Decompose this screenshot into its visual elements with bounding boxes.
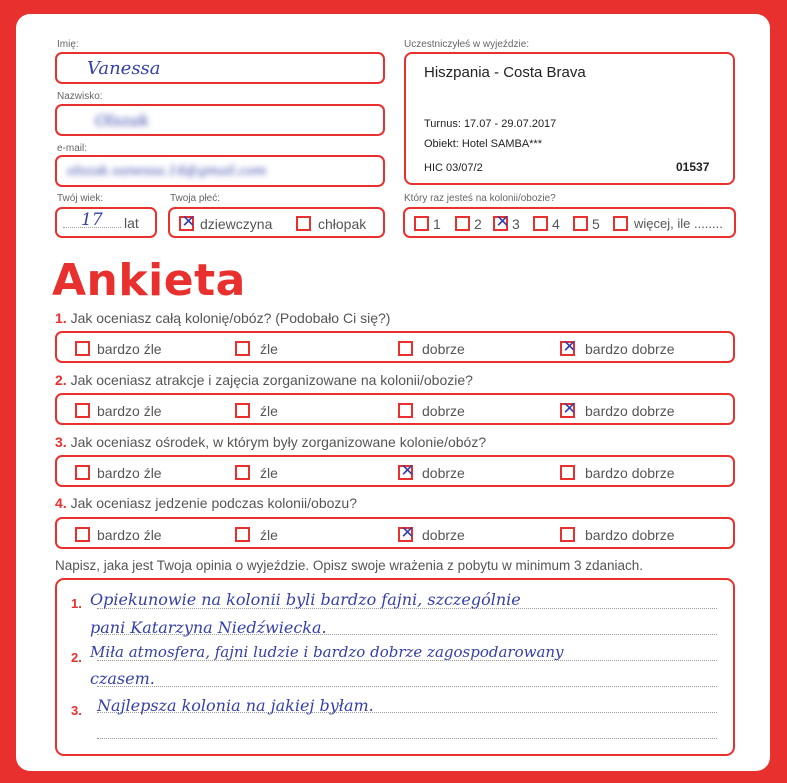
- opinion-prompt: Napisz, jaka jest Twoja opinia o wyjeździe. Opisz swoje wrażenia z pobytu w minimum 3 zdaniach.: [55, 558, 644, 573]
- question-3-text: Jak oceniasz ośrodek, w którym były zorganizowane kolonie/obóz?: [70, 434, 487, 450]
- email-value: olszak.vanessa.14@gmail.com: [67, 164, 267, 179]
- times-2-label: 2: [474, 216, 482, 232]
- q2-dobrze-label: dobrze: [422, 403, 465, 419]
- rating-row-4: [55, 517, 735, 549]
- opinion-number-3: 3.: [71, 703, 82, 718]
- times-5-checkbox[interactable]: [573, 216, 588, 231]
- q4-zle-label: źle: [260, 527, 278, 543]
- times-more-label: więcej, ile ........: [634, 216, 723, 231]
- times-4-checkbox[interactable]: [533, 216, 548, 231]
- question-1: [55, 310, 390, 326]
- check-x-icon: ✕: [562, 337, 577, 357]
- name-field[interactable]: [55, 52, 385, 84]
- times-1-checkbox[interactable]: [414, 216, 429, 231]
- q2-zle-label: źle: [260, 403, 278, 419]
- trip-turnus: Turnus: 17.07 - 29.07.2017: [424, 118, 557, 130]
- opinion-dotline-4: [97, 686, 717, 687]
- q3-zle-label: źle: [260, 465, 278, 481]
- times-1-label: 1: [433, 216, 441, 232]
- name-value: Vanessa: [87, 58, 161, 79]
- opinion-line-2b: czasem.: [90, 669, 155, 688]
- rating-row-3: [55, 455, 735, 487]
- q1-dobrze-checkbox[interactable]: [398, 341, 413, 356]
- q4-bardzo-dobrze-label: bardzo dobrze: [585, 527, 675, 543]
- times-label: Który raz jesteś na kolonii/obozie?: [404, 193, 556, 204]
- surname-value: Olszak: [95, 111, 150, 130]
- q1-dobrze-label: dobrze: [422, 341, 465, 357]
- q2-bardzo-zle-checkbox[interactable]: [75, 403, 90, 418]
- q1-bardzo-zle-checkbox[interactable]: [75, 341, 90, 356]
- q4-bardzo-zle-label: bardzo źle: [97, 527, 162, 543]
- q2-bardzo-zle-label: bardzo źle: [97, 403, 162, 419]
- q1-zle-label: źle: [260, 341, 278, 357]
- q1-bardzo-dobrze-checkbox[interactable]: [560, 337, 577, 357]
- age-unit: lat: [124, 215, 139, 231]
- question-2: [55, 372, 473, 388]
- page-title: Ankieta: [52, 255, 246, 306]
- question-4: [55, 495, 357, 511]
- gender-female-label: dziewczyna: [200, 216, 273, 232]
- question-2-number: 2.: [55, 372, 67, 388]
- q4-dobrze-checkbox[interactable]: [398, 523, 415, 543]
- check-x-icon: ✕: [562, 399, 577, 419]
- trip-label: Uczestniczyłeś w wyjeździe:: [404, 39, 530, 50]
- q2-bardzo-dobrze-label: bardzo dobrze: [585, 403, 675, 419]
- gender-female-checkbox[interactable]: [179, 212, 196, 232]
- gender-field: [168, 207, 385, 238]
- gender-male-label: chłopak: [318, 216, 367, 232]
- q1-zle-checkbox[interactable]: [235, 341, 250, 356]
- check-x-icon: ✕: [181, 212, 196, 232]
- gender-label: Twoja płeć:: [170, 193, 221, 204]
- q3-bardzo-zle-checkbox[interactable]: [75, 465, 90, 480]
- rating-row-1: [55, 331, 735, 363]
- q3-bardzo-dobrze-label: bardzo dobrze: [585, 465, 675, 481]
- surname-label: Nazwisko:: [57, 91, 103, 102]
- q4-zle-checkbox[interactable]: [235, 527, 250, 542]
- age-label: Twój wiek:: [57, 193, 104, 204]
- times-2-checkbox[interactable]: [455, 216, 470, 231]
- times-5-label: 5: [592, 216, 600, 232]
- trip-number: 01537: [676, 160, 710, 174]
- question-3: [55, 434, 486, 450]
- trip-code: HIC 03/07/2: [424, 162, 483, 174]
- question-2-text: Jak oceniasz atrakcje i zajęcia zorganizowane na kolonii/obozie?: [70, 372, 473, 388]
- q4-dobrze-label: dobrze: [422, 527, 465, 543]
- check-x-icon: ✕: [495, 212, 510, 232]
- check-x-icon: ✕: [400, 523, 415, 543]
- opinion-number-2: 2.: [71, 650, 82, 665]
- question-1-number: 1.: [55, 310, 67, 326]
- q1-bardzo-dobrze-label: bardzo dobrze: [585, 341, 675, 357]
- question-1-text: Jak oceniasz całą kolonię/obóz? (Podobało Ci się?): [70, 310, 391, 326]
- q3-dobrze-checkbox[interactable]: [398, 461, 415, 481]
- q2-bardzo-dobrze-checkbox[interactable]: [560, 399, 577, 419]
- opinion-line-2a: Miła atmosfera, fajni ludzie i bardzo dobrze zagospodarowany: [90, 643, 564, 661]
- opinion-line-1a: Opiekunowie na kolonii byli bardzo fajni, szczególnie: [90, 590, 521, 609]
- question-4-text: Jak oceniasz jedzenie podczas kolonii/obozu?: [70, 495, 357, 511]
- age-field[interactable]: [55, 207, 157, 238]
- opinion-field[interactable]: [55, 578, 735, 756]
- question-3-number: 3.: [55, 434, 67, 450]
- q3-bardzo-zle-label: bardzo źle: [97, 465, 162, 481]
- q3-bardzo-dobrze-checkbox[interactable]: [560, 465, 575, 480]
- email-field[interactable]: [55, 155, 385, 187]
- times-3-checkbox[interactable]: [493, 212, 510, 232]
- opinion-line-3: Najlepsza kolonia na jakiej byłam.: [97, 696, 374, 715]
- q2-zle-checkbox[interactable]: [235, 403, 250, 418]
- name-label: Imię:: [57, 39, 79, 50]
- opinion-line-1b: pani Katarzyna Niedźwiecka.: [90, 618, 327, 637]
- q1-bardzo-zle-label: bardzo źle: [97, 341, 162, 357]
- trip-destination: Hiszpania - Costa Brava: [424, 64, 586, 81]
- q2-dobrze-checkbox[interactable]: [398, 403, 413, 418]
- question-4-number: 4.: [55, 495, 67, 511]
- times-field: [403, 207, 736, 238]
- trip-obiekt: Obiekt: Hotel SAMBA***: [424, 138, 542, 150]
- times-3-label: 3: [512, 216, 520, 232]
- rating-row-2: [55, 393, 735, 425]
- times-more-checkbox[interactable]: [613, 216, 628, 231]
- q3-dobrze-label: dobrze: [422, 465, 465, 481]
- check-x-icon: ✕: [400, 461, 415, 481]
- age-value: 17: [81, 210, 103, 230]
- gender-male-checkbox[interactable]: [296, 216, 311, 231]
- q3-zle-checkbox[interactable]: [235, 465, 250, 480]
- q4-bardzo-zle-checkbox[interactable]: [75, 527, 90, 542]
- surname-field[interactable]: [55, 104, 385, 136]
- opinion-number-1: 1.: [71, 596, 82, 611]
- email-label: e-mail:: [57, 143, 88, 154]
- opinion-dotline-6: [97, 738, 717, 739]
- q4-bardzo-dobrze-checkbox[interactable]: [560, 527, 575, 542]
- times-4-label: 4: [552, 216, 560, 232]
